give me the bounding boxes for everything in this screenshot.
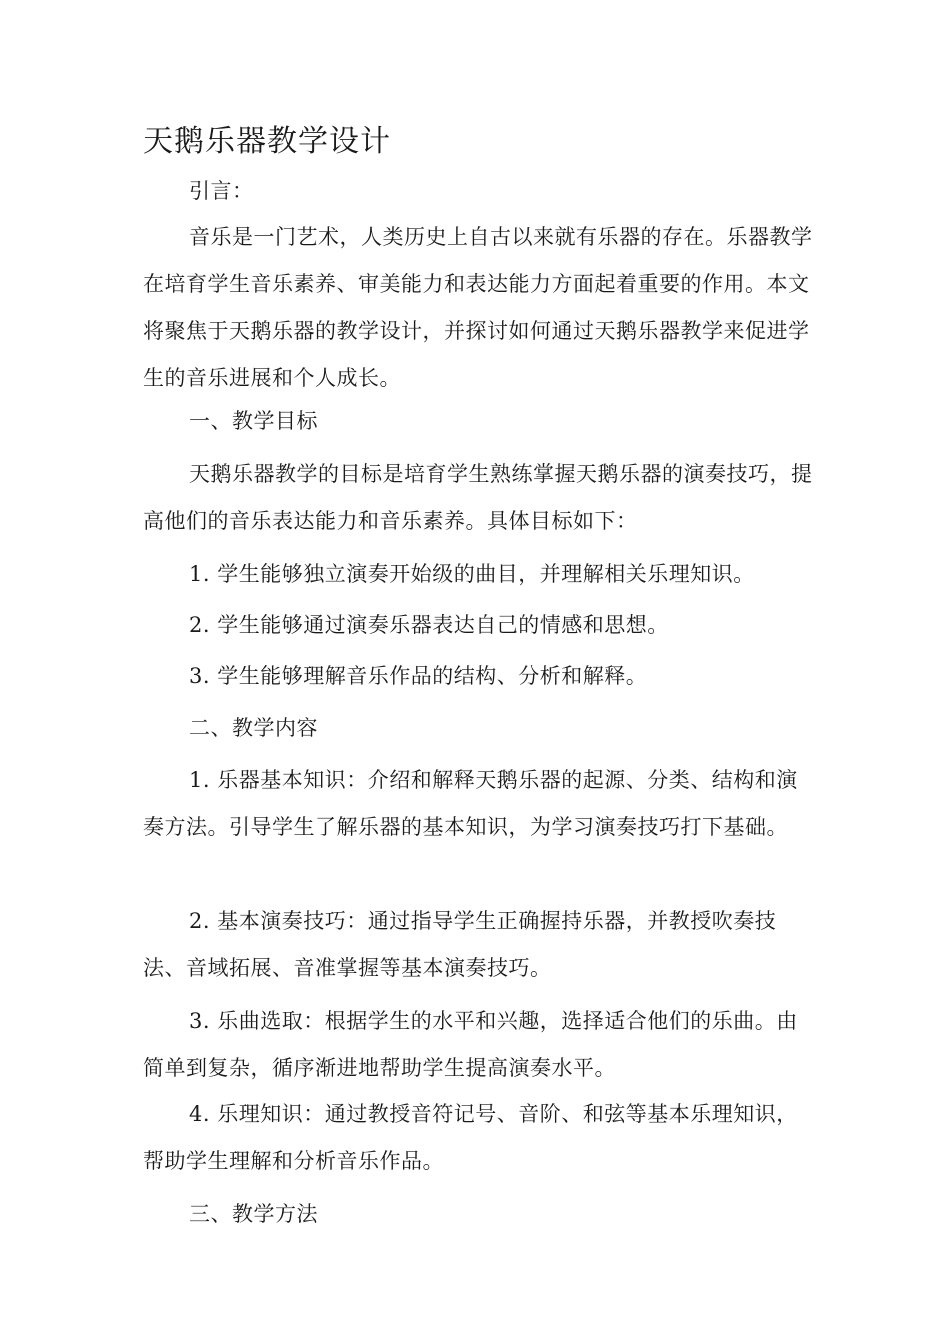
- list-item-goal-2: 2. 学生能够通过演奏乐器表达自己的情感和思想。: [189, 613, 669, 637]
- paragraph-goals-body: 天鹅乐器教学的目标是培育学生熟练掌握天鹅乐器的演奏技巧，提高他们的音乐表达能力和音乐素养。具体目标如下：: [143, 462, 813, 533]
- section-heading-methods: 三、教学方法: [189, 1202, 318, 1226]
- list-item-goal-3: 3. 学生能够理解音乐作品的结构、分析和解释。: [189, 664, 648, 688]
- list-item-content-4: 4. 乐理知识：通过教授音符记号、音阶、和弦等基本乐理知识，帮助学生理解和分析音乐作品。: [143, 1102, 798, 1173]
- list-item-goal-1: 1. 学生能够独立演奏开始级的曲目，并理解相关乐理知识。: [189, 562, 755, 586]
- section-heading-goals: 一、教学目标: [189, 409, 318, 433]
- document-title: 天鹅乐器教学设计: [143, 124, 391, 159]
- list-item-content-3: 3. 乐曲选取：根据学生的水平和兴趣，选择适合他们的乐曲。由简单到复杂，循序渐进地帮助学生提高演奏水平。: [143, 1009, 798, 1080]
- paragraph-intro-body: 音乐是一门艺术，人类历史上自古以来就有乐器的存在。乐器教学在培育学生音乐素养、审美能力和表达能力方面起着重要的作用。本文将聚焦于天鹅乐器的教学设计，并探讨如何通过天鹅乐器教学来促进学生的音乐进展和个人成长。: [143, 225, 813, 390]
- paragraph-intro-heading: 引言：: [189, 179, 254, 203]
- section-heading-content: 二、教学内容: [189, 716, 318, 740]
- list-item-content-1: 1. 乐器基本知识：介绍和解释天鹅乐器的起源、分类、结构和演奏方法。引导学生了解乐器的基本知识，为学习演奏技巧打下基础。: [143, 768, 798, 839]
- list-item-content-2: 2. 基本演奏技巧：通过指导学生正确握持乐器，并教授吹奏技法、音域拓展、音准掌握等基本演奏技巧。: [143, 909, 777, 980]
